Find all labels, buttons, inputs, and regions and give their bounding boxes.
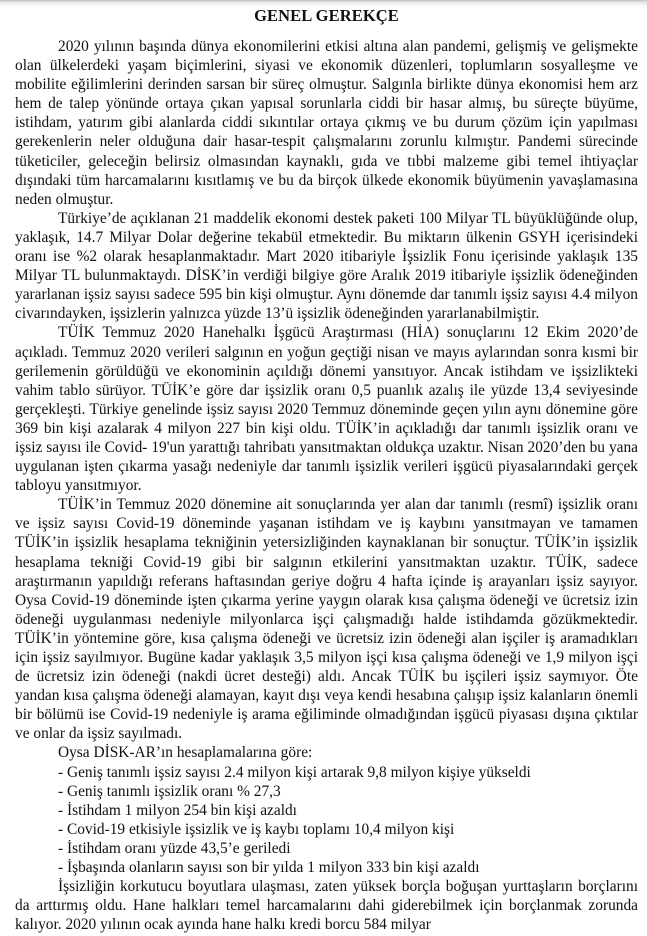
list-item: - İstihdam oranı yüzde 43,5’e geriledi	[58, 839, 291, 857]
paragraph-tuik-method: TÜİK’in Temmuz 2020 dönemine ait sonuçlarında yer alan dar tanımlı (resmî) işsizlik oranı ve işsiz sayısı Covid-19 döneminde yaşanan istihdam ve iş kaybını yansıtmayan ve tamamen TÜİK’in işsizlik hesaplama tekniğinin yetersizliğinden kaynaklanan bir sonuçtur. TÜİK’in işsizlik hesaplama tekniği Covid-19 gibi bir salgının etkilerini yansıtmaktan uzaktır. TÜİK, sadece araştırmanın yapıldığı referans haftasından geriye doğru 4 hafta içinde iş arayanları işsiz sayıyor. Oysa Covid-19 döneminde işten çıkarma yerine yaygın olarak kısa çalışma ödeneği ve ücretsiz izin ödeneği uygulanması nedeniyle milyonlarca işçi çalışmadığı halde istihdamda gözükmektedir. TÜİK’in yöntemine göre, kısa çalışma ödeneği ve ücretsiz izin ödeneği alan işçiler iş aramadıkları için işsiz sayılmıyor. Bugüne kadar yaklaşık 3,5 milyon işçi kısa çalışma ödeneği ve 1,9 milyon işçi de ücretsiz izin ödeneği (nakdi ücret desteği) aldı. Ancak TÜİK bu işçileri işsiz saymıyor. Öte yandan kısa çalışma ödeneği alamayan, kayıt dışı veya kendi hesabına çalışıp işsiz kalanların önemli bir bölümü ise Covid-19 nedeniyle iş arama eğiliminde olmadığından işgücü piyasası dışına çıktılar ve onlar da işsiz sayılmadı.	[15, 496, 638, 743]
disk-ar-list	[15, 763, 638, 878]
list-item: - İşbaşında olanların sayısı son bir yılda 1 milyon 333 bin kişi azaldı	[58, 859, 480, 877]
list-item: - Geniş tanımlı işsizlik oranı % 27,3	[58, 782, 281, 800]
list-item: - İstihdam 1 milyon 254 bin kişi azaldı	[58, 801, 297, 819]
list-item: - Covid-19 etkisiyle işsizlik ve iş kaybı toplamı 10,4 milyon kişi	[58, 820, 455, 838]
paragraph-tuik-hia: TÜİK Temmuz 2020 Hanehalkı İşgücü Araştırması (HİA) sonuçlarını 12 Ekim 2020’de açıkladı. Temmuz 2020 verileri salgının en yoğun geçtiği nisan ve mayıs aylarından sonra kısmi bir gerilemenin görüldüğü ve ekonominin açıldığı dönemi yansıtıyor. Ancak istihdam ve işsizlikteki vahim tablo sürüyor. TÜİK’e göre dar işsizlik oranı 0,5 puanlık azalış ile yüzde 13,4 seviyesinde gerçekleşti. Türkiye genelinde işsiz sayısı 2020 Temmuz döneminde geçen yılın aynı dönemine göre 369 bin kişi azalarak 4 milyon 227 bin kişi oldu. TÜİK’in açıkladığı dar tanımlı işsizlik oranı ve işsiz sayısı ile Covid- 19'un yarattığı tahribatı yansıtmaktan oldukça uzaktır. Nisan 2020’den bu yana uygulanan işten çıkarma yasağı nedeniyle dar tanımlı işsizlik verileri işgücü piyasalarındaki gerçek tabloyu yansıtmıyor.	[15, 324, 638, 495]
document-page	[15, 6, 638, 934]
document-title: GENEL GEREKÇE	[254, 6, 399, 25]
paragraph-debt: İşsizliğin korkutucu boyutlara ulaşması, zaten yüksek borçla boğuşan yurttaşların borçlarını da arttırmış oldu. Hane halkları temel harcamalarını dahi giderebilmek için borçlanmak zorunda kalıyor. 2020 yılının ocak ayında hane halkı kredi borcu 584 milyar	[15, 878, 638, 934]
list-intro: Oysa DİSK-AR’ın hesaplamalarına göre:	[58, 744, 313, 762]
list-item: - Geniş tanımlı işsiz sayısı 2.4 milyon kişi artarak 9,8 milyon kişiye yükseldi	[58, 763, 531, 781]
paragraph-support-package: Türkiye’de açıklanan 21 maddelik ekonomi destek paketi 100 Milyar TL büyüklüğünde olup, yaklaşık, 14.7 Milyar Dolar değerine tekabül etmektedir. Bu miktarın ülkenin GSYH içerisindeki oranı ise %2 olarak hesaplanmaktadır. Mart 2020 itibariyle İşsizlik Fonu içerisinde yaklaşık 135 Milyar TL bulunmaktaydı. DİSK’in verdiği bilgiye göre Aralık 2019 itibariyle işsizlik ödeneğinden yararlanan işsiz sayısı sadece 595 bin kişi olmuştur. Aynı dönemde dar tanımlı işsiz sayısı 4.4 milyon civarındayken, işsizlerin yalnızca yüzde 13’ü işsizlik ödeneğinden yararlanabilmiştir.	[15, 209, 638, 323]
paragraph-pandemic: 2020 yılının başında dünya ekonomilerini etkisi altına alan pandemi, gelişmiş ve gelişmekte olan ülkelerdeki yaşam biçimlerini, siyasi ve ekonomik düzenleri, toplumların sosyalleşme ve mobilite eğilimlerini derinden sarsan bir süreç olmuştur. Salgınla birlikte dünya ekonomisi hem arz hem de talep yönünde ortaya çıkan yapısal sorunlarla ciddi bir hasar almış, bu süreçte büyüme, istihdam, yatırım gibi alanlarda ciddi sıkıntılar ortaya çıkmış ve bu durum çözüm için yapılması gerekenlerin neler olduğuna dair hasar-tespit çalışmalarını zorunlu kılmıştır. Pandemi sürecinde tüketiciler, geleceğin belirsiz olmasından kaynaklı, gıda ve tıbbi malzeme gibi temel ihtiyaçlar dışındaki tüm harcamalarını kısıtlamış ve bu da birçok ülkede ekonomik büyümenin yavaşlamasına neden olmuştur.	[15, 38, 638, 208]
